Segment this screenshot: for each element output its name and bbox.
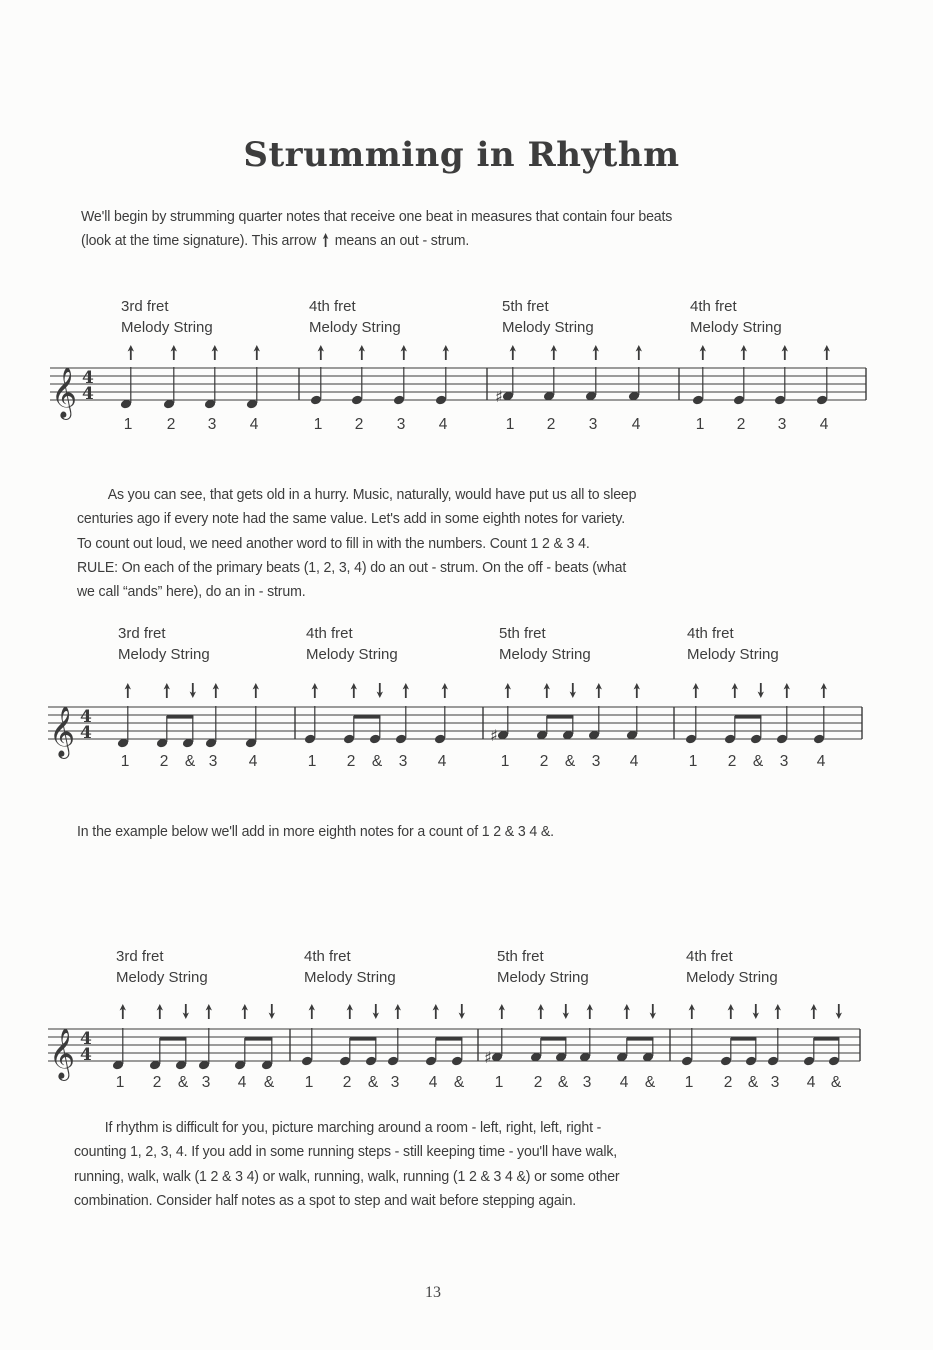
beat-count: 3: [770, 1074, 780, 1091]
up-arrow-icon: [347, 1004, 353, 1019]
beat-count: 4: [438, 416, 448, 433]
beam: [245, 1037, 273, 1041]
beat-count: 4: [237, 1074, 247, 1091]
beat-count: &: [830, 1074, 842, 1091]
down-arrow-icon: [373, 1004, 379, 1019]
down-arrow-icon: [459, 1004, 465, 1019]
down-arrow-icon: [753, 1004, 759, 1019]
beat-count: 3: [398, 753, 408, 770]
treble-clef-icon: 𝄞: [49, 706, 76, 757]
beat-count: 1: [304, 1074, 314, 1091]
up-arrow-icon: [811, 1004, 817, 1019]
beat-count: 1: [313, 416, 323, 433]
paragraph4-line-3: running, walk, walk (1 2 & 3 4) or walk, running, walk, running (1 2 & 3 4 &) or some other: [74, 1167, 620, 1185]
sharp-icon: ♯: [484, 1048, 492, 1067]
fret-number: 3rd fret: [121, 298, 169, 315]
up-arrow-icon: [499, 1004, 505, 1019]
paragraph2-line-5: we call “ands” here), do an in - strum.: [77, 583, 306, 601]
string-name: Melody String: [499, 646, 591, 663]
up-arrow-icon: [689, 1004, 695, 1019]
paragraph2-line-4: RULE: On each of the primary beats (1, 2, 3, 4) do an out - strum. On the off - beats (what: [77, 558, 627, 576]
fret-number: 4th fret: [304, 948, 351, 965]
beat-count: 3: [777, 416, 787, 433]
beat-count: &: [453, 1074, 465, 1091]
beat-count: 4: [631, 416, 641, 433]
up-arrow-icon: [433, 1004, 439, 1019]
up-arrow-icon: [395, 1004, 401, 1019]
beat-count: 1: [688, 753, 698, 770]
beat-count: 4: [819, 416, 829, 433]
beat-count: 3: [208, 753, 218, 770]
string-name: Melody String: [116, 969, 208, 986]
beam: [160, 1037, 187, 1041]
fret-number: 3rd fret: [116, 948, 164, 965]
up-arrow-icon: [775, 1004, 781, 1019]
paragraph4-line-4: combination. Consider half notes as a spot to step and wait before stepping again.: [74, 1191, 577, 1209]
beat-count: 2: [159, 753, 169, 770]
beat-count: &: [263, 1074, 275, 1091]
up-arrow-icon: [309, 1004, 315, 1019]
beat-count: 3: [390, 1074, 400, 1091]
beat-count: 3: [591, 753, 601, 770]
beat-count: 1: [115, 1074, 125, 1091]
beat-count: &: [747, 1074, 759, 1091]
beat-count: 2: [727, 753, 737, 770]
string-name: Melody String: [304, 969, 396, 986]
beat-count: &: [752, 753, 764, 770]
beat-count: 4: [619, 1074, 629, 1091]
page-number: 13: [425, 1284, 441, 1301]
beat-count: 1: [120, 753, 130, 770]
beam: [350, 1037, 377, 1041]
beat-count: 4: [249, 416, 259, 433]
beam: [627, 1037, 654, 1041]
fret-label: [304, 946, 396, 988]
beat-count: &: [177, 1074, 189, 1091]
beat-count: 3: [582, 1074, 592, 1091]
up-arrow-icon: [206, 1004, 212, 1019]
down-arrow-icon: [650, 1004, 656, 1019]
paragraph4-line-2: counting 1, 2, 3, 4. If you add in some running steps - still keeping time - you'll have walk,: [74, 1143, 618, 1161]
down-arrow-icon: [836, 1004, 842, 1019]
fret-number: 5th fret: [502, 298, 549, 315]
treble-clef-icon: 𝄞: [51, 367, 78, 418]
beam: [541, 1037, 567, 1041]
up-arrow-icon: [728, 1004, 734, 1019]
fret-number: 4th fret: [306, 625, 353, 642]
string-name: Melody String: [687, 646, 779, 663]
fret-number: 4th fret: [309, 298, 356, 315]
beat-count: &: [564, 753, 576, 770]
paragraph2-line-3: To count out loud, we need another word to fill in with the numbers. Count 1 2 & 3 4.: [77, 534, 590, 552]
beat-count: 2: [152, 1074, 162, 1091]
beat-count: 2: [736, 416, 746, 433]
beat-count: 4: [437, 753, 447, 770]
up-arrow-icon: [624, 1004, 630, 1019]
fret-label: [116, 946, 208, 988]
beat-count: 1: [123, 416, 133, 433]
up-arrow-icon: [587, 1004, 593, 1019]
down-arrow-icon: [269, 1004, 275, 1019]
beat-count: 4: [806, 1074, 816, 1091]
beat-count: 4: [816, 753, 826, 770]
string-name: Melody String: [118, 646, 210, 663]
beam: [436, 1037, 463, 1041]
beat-count: &: [371, 753, 383, 770]
beat-count: 1: [500, 753, 510, 770]
up-arrow-icon: [242, 1004, 248, 1019]
string-name: Melody String: [690, 319, 782, 336]
beat-count: 4: [248, 753, 258, 770]
beat-count: 3: [207, 416, 217, 433]
beat-count: 1: [307, 753, 317, 770]
beat-count: 3: [779, 753, 789, 770]
fret-label: [497, 946, 589, 988]
paragraph-marching: [74, 1116, 619, 1213]
string-name: Melody String: [686, 969, 778, 986]
string-name: Melody String: [121, 319, 213, 336]
beat-count: &: [557, 1074, 569, 1091]
time-signature-bottom: 4: [82, 384, 94, 404]
paragraph4-line-1: If rhythm is difficult for you, picture marching around a room - left, right, left, right -: [104, 1119, 602, 1136]
beat-count: 2: [546, 416, 556, 433]
intro-line-1: We'll begin by strumming quarter notes that receive one beat in measures that contain four beats: [81, 208, 673, 225]
beam: [731, 1037, 757, 1041]
beat-count: 2: [354, 416, 364, 433]
beat-count: &: [644, 1074, 656, 1091]
beat-count: 1: [494, 1074, 504, 1091]
beat-count: 4: [629, 753, 639, 770]
time-signature-top: 4: [82, 368, 94, 388]
fret-number: 5th fret: [499, 625, 546, 642]
string-name: Melody String: [309, 319, 401, 336]
beat-count: 1: [684, 1074, 694, 1091]
up-arrow-icon: [157, 1004, 163, 1019]
down-arrow-icon: [563, 1004, 569, 1019]
fret-label: [686, 946, 778, 988]
intro-line-2a: (look at the time signature). This arrow: [81, 232, 317, 250]
string-name: Melody String: [497, 969, 589, 986]
time-signature-bottom: 4: [80, 723, 92, 743]
beat-count: 2: [342, 1074, 352, 1091]
time-signature-bottom: 4: [80, 1045, 92, 1065]
beat-count: 2: [533, 1074, 543, 1091]
beat-count: 3: [588, 416, 598, 433]
string-name: Melody String: [502, 319, 594, 336]
fret-number: 3rd fret: [118, 625, 166, 642]
fret-number: 4th fret: [690, 298, 737, 315]
down-arrow-icon: [183, 1004, 189, 1019]
sharp-icon: ♯: [490, 726, 498, 745]
beat-count: 1: [695, 416, 705, 433]
sharp-icon: ♯: [495, 387, 503, 406]
beat-count: 2: [723, 1074, 733, 1091]
intro-line-2b: means an out - strum.: [334, 232, 470, 250]
beat-count: &: [367, 1074, 379, 1091]
fret-number: 4th fret: [686, 948, 733, 965]
time-signature-top: 4: [80, 707, 92, 727]
beat-count: 2: [539, 753, 549, 770]
beat-count: 1: [505, 416, 515, 433]
fret-number: 5th fret: [497, 948, 544, 965]
beat-count: 2: [346, 753, 356, 770]
beam: [814, 1037, 840, 1041]
treble-clef-icon: 𝄞: [49, 1028, 76, 1079]
string-name: Melody String: [306, 646, 398, 663]
time-signature-top: 4: [80, 1029, 92, 1049]
beat-count: 2: [166, 416, 176, 433]
page-title: Strumming in Rhythm: [243, 134, 680, 175]
fret-number: 4th fret: [687, 625, 734, 642]
paragraph2-line-1: As you can see, that gets old in a hurry. Music, naturally, would have put us all to sleep: [107, 486, 637, 503]
beat-count: 3: [201, 1074, 211, 1091]
beat-count: &: [184, 753, 196, 770]
beat-count: 3: [396, 416, 406, 433]
paragraph3-line-1: In the example below we'll add in more eighth notes for a count of 1 2 & 3 4 &.: [77, 823, 554, 840]
beat-count: 4: [428, 1074, 438, 1091]
paragraph2-line-2: centuries ago if every note had the same value. Let's add in some eighth notes for variety.: [77, 510, 625, 528]
up-arrow-icon: [120, 1004, 126, 1019]
up-arrow-icon: [538, 1004, 544, 1019]
